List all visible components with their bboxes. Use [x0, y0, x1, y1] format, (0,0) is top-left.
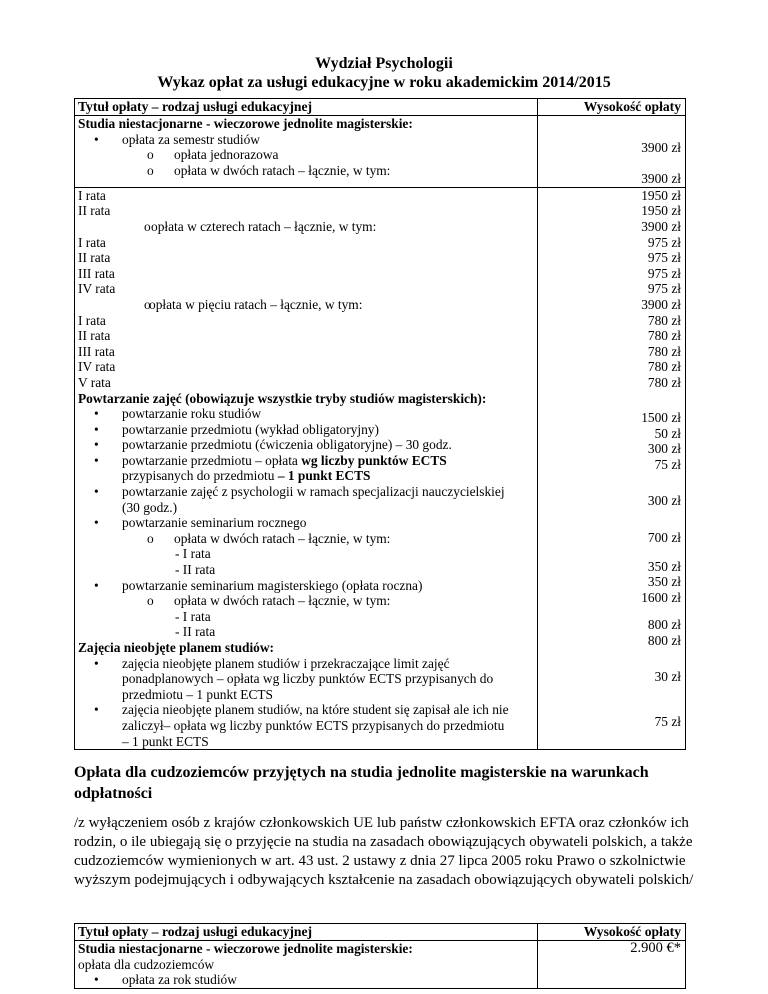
list-item: • powtarzanie seminarium magisterskiego (opłata roczna)	[78, 578, 534, 594]
amount: 780 zł	[647, 359, 681, 375]
installment-label: - II rata	[175, 624, 216, 640]
text: powtarzanie przedmiotu – opłata	[122, 452, 302, 468]
list-item: o opłata w dwóch ratach – łącznie, w tym:	[78, 531, 534, 547]
list-item: • powtarzanie roku studiów	[78, 406, 534, 422]
amount: 1950 zł	[641, 187, 681, 203]
fee-table	[74, 98, 686, 750]
amount: 75 zł	[654, 456, 681, 472]
text: przypisanych do przedmiotu	[122, 468, 275, 484]
list-item: • opłata za semestr studiów	[78, 132, 534, 148]
list-item: • powtarzanie przedmiotu (wykład obligatoryjny)	[78, 422, 534, 438]
amount: 30 zł	[654, 668, 681, 684]
installment-label: II rata	[78, 203, 111, 219]
amount: 780 zł	[647, 343, 681, 359]
amount: 2.900 €*	[630, 940, 681, 956]
list-item-cont: – 1 punkt ECTS	[122, 733, 209, 749]
installment-label: II rata	[78, 328, 111, 344]
amount: 975 zł	[647, 234, 681, 250]
list-item: • powtarzanie zajęć z psychologii w ramach specjalizacji nauczycielskiej	[78, 484, 534, 500]
amount: 3900 zł	[641, 296, 681, 312]
list-item-cont: zaliczył– opłata wg liczby punktów ECTS przypisanych do przedmiotu	[122, 717, 505, 733]
amount: 350 zł	[647, 574, 681, 590]
amount: 1950 zł	[641, 203, 681, 219]
amount: 780 zł	[647, 328, 681, 344]
amount: 800 zł	[647, 617, 681, 633]
section-title: Zajęcia nieobjęte planem studiów:	[78, 640, 275, 655]
amount: 780 zł	[647, 312, 681, 328]
amount: 300 zł	[647, 493, 681, 509]
installment-label: V rata	[78, 374, 111, 390]
list-item-cont: (30 godz.)	[122, 499, 178, 515]
amount: 3900 zł	[641, 218, 681, 234]
installment-label: - II rata	[175, 562, 216, 578]
col-header-title: Tytuł opłaty – rodzaj usługi edukacyjnej	[75, 924, 538, 941]
installment-label: IV rata	[78, 281, 116, 297]
section-title: Powtarzanie zajęć (obowiązuje wszystkie tryby studiów magisterskich):	[78, 390, 487, 406]
table-row	[75, 187, 686, 749]
installment-label: I rata	[78, 312, 106, 328]
amount: 800 zł	[647, 633, 681, 649]
amount: 975 zł	[647, 250, 681, 266]
list-item: o opłata w pięciu ratach – łącznie, w tym:	[78, 297, 534, 313]
page-title: Wydział Psychologii	[315, 55, 453, 72]
list-item: • zajęcia nieobjęte planem studiów, na które student się zapisał ale ich nie	[78, 702, 534, 718]
list-item: o opłata w dwóch ratach – łącznie, w tym:	[78, 163, 534, 179]
foreign-note: /z wyłączeniem osób z krajów członkowskich UE lub państw członkowskich EFTA oraz członków ich rodzin, o ile ubiegają się o przyjęcie na studia na zasadach obowiązujących obywateli polskich, a także cudzoziemców wymienionych w art. 43 ust. 2 ustawy z dnia 27 lipca 2005 roku Prawo o szkolnictwie wyższym podejmujących i odbywających kształcenie na zasadach obowiązujących obywateli polskich/	[74, 815, 694, 888]
text: – 1 punkt ECTS	[274, 468, 371, 484]
amount: 300 zł	[647, 441, 681, 457]
installment-label: - I rata	[175, 608, 211, 624]
list-item: • zajęcia nieobjęte planem studiów i przekraczające limit zajęć	[78, 656, 534, 672]
amount: 975 zł	[647, 265, 681, 281]
col-header-amount: Wysokość opłaty	[538, 99, 686, 116]
amount: 700 zł	[647, 530, 681, 546]
list-item	[78, 453, 534, 469]
page-subtitle: Wykaz opłat za usługi edukacyjne w roku akademickim 2014/2015	[157, 74, 611, 91]
list-item: o opłata jednorazowa	[78, 147, 534, 163]
amount: 75 zł	[654, 714, 681, 730]
list-item-cont: przedmiotu – 1 punkt ECTS	[122, 686, 274, 702]
installment-label: III rata	[78, 343, 115, 359]
table-header-row	[75, 924, 686, 941]
list-item: o opłata w czterech ratach – łącznie, w tym:	[78, 219, 534, 235]
col-header-title: Tytuł opłaty – rodzaj usługi edukacyjnej	[75, 99, 538, 116]
installment-label: - I rata	[175, 546, 211, 562]
foreign-fee-table	[74, 923, 686, 989]
amount: 50 zł	[654, 425, 681, 441]
amount: 350 zł	[647, 558, 681, 574]
installment-label: I rata	[78, 187, 106, 203]
amount: 780 zł	[647, 374, 681, 390]
list-item-cont: ponadplanowych – opłata wg liczby punktów ECTS przypisanych do	[122, 671, 494, 687]
installment-label: III rata	[78, 265, 115, 281]
text: wg liczby punktów ECTS	[301, 452, 447, 468]
section-title: Studia niestacjonarne - wieczorowe jednolite magisterskie:	[78, 116, 413, 131]
list-item: • powtarzanie seminarium rocznego	[78, 515, 534, 531]
installment-label: IV rata	[78, 359, 116, 375]
list-item: o opłata w dwóch ratach – łącznie, w tym:	[78, 593, 534, 609]
section-title: Studia niestacjonarne - wieczorowe jednolite magisterskie:	[78, 941, 413, 956]
table-row	[75, 941, 686, 989]
installment-label: I rata	[78, 234, 106, 250]
list-item: opłata dla cudzoziemców	[78, 956, 215, 972]
amount: 3900 zł	[641, 171, 681, 187]
table-header-row	[75, 99, 686, 116]
table-row	[75, 116, 686, 188]
foreign-heading: Opłata dla cudzoziemców przyjętych na studia jednolite magisterskie na warunkach odpłatności	[74, 764, 649, 802]
amount: 1600 zł	[641, 589, 681, 605]
list-item-cont	[78, 468, 534, 484]
col-header-amount: Wysokość opłaty	[538, 924, 686, 941]
installment-label: II rata	[78, 250, 111, 266]
list-item: • opłata za rok studiów	[78, 972, 534, 988]
amount: 975 zł	[647, 281, 681, 297]
amount: 1500 zł	[641, 410, 681, 426]
list-item: • powtarzanie przedmiotu (ćwiczenia obligatoryjne) – 30 godz.	[78, 437, 534, 453]
amount: 3900 zł	[641, 139, 681, 155]
